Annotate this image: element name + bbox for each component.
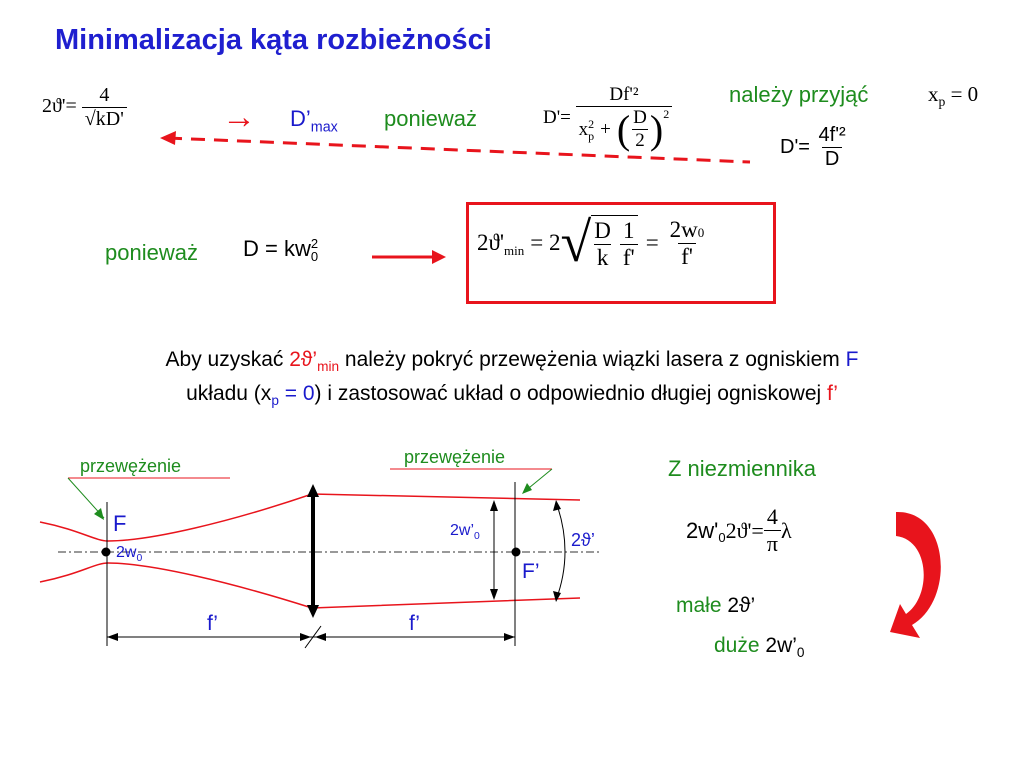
focus-point-f — [102, 548, 111, 557]
waist-label-left: przewężenie — [80, 456, 182, 476]
invariant-heading: Z niezmiennika — [668, 456, 816, 481]
dashed-link-arrowhead-icon — [160, 131, 176, 145]
small-divergence-note: małe 2ϑ’ — [676, 594, 756, 617]
explanation-line-1: Aby uzyskać $2ϑ’_{min}$ należy pokryć przewężenia wiązki lasera z ogniskiem F — [165, 348, 859, 375]
eq1-denominator: √kD' — [82, 107, 127, 131]
equation-d-kw: D = kw 2 0 — [243, 236, 319, 265]
large-waist-note: duże $2w’_0$ — [714, 634, 805, 661]
waist-width-label-left: $2w_0$ — [116, 544, 143, 565]
implies-arrow-icon: → — [222, 98, 256, 136]
eq1-numerator: 4 — [99, 84, 110, 106]
because-label-1: ponieważ — [384, 106, 477, 131]
assume-label: należy przyjąć — [729, 82, 869, 107]
focus-label-f-prime: F’ — [522, 560, 540, 583]
divergence-angle-arc — [556, 502, 565, 600]
equation-d-prime-simplified: D'= $\frac{\text{4f'²}}{D}$ — [780, 124, 846, 170]
invariant-equation: 2w' 0 2ϑ'= $\frac{4}{\pi}$ λ — [686, 504, 792, 556]
focus-point-f-prime — [512, 548, 521, 557]
lens-bottom-arrow-icon — [307, 605, 319, 618]
explanation-line-2: układu $(x_p = 0)$ i zastosować układ o odpowiednio długiej ogniskowej f’ — [186, 382, 838, 409]
lens-top-arrow-icon — [307, 484, 319, 497]
dashed-link-line — [168, 138, 750, 162]
divergence-label: 2ϑ’ — [571, 530, 595, 550]
link-arrowhead-icon — [432, 250, 446, 264]
beam-lower-edge — [40, 563, 580, 608]
boxed-equation: 2ϑ' min = 2 √ $\frac{D}{k}$ $\frac{1}{f'}$ = $\frac{2w0}{f'}$ — [477, 212, 705, 274]
focus-label-f: F — [113, 511, 127, 536]
because-label-2: ponieważ — [105, 240, 198, 265]
focal-length-label-right: f’ — [409, 612, 420, 635]
assume-expression: $x_p = 0$ — [928, 82, 979, 110]
focal-length-label-left: f’ — [207, 612, 218, 635]
eq1-lhs: 2ϑ'= — [42, 95, 77, 118]
waist-width-label-right: $2w’_0$ — [450, 522, 480, 543]
waist-label-right: przewężenie — [404, 447, 506, 467]
d-max-label: $D’_{max}$ — [290, 106, 338, 136]
page-title: Minimalizacja kąta rozbieżności — [55, 24, 492, 56]
curved-arrow-icon — [890, 512, 941, 638]
equation-d-prime: D'= Df'² x 2 p + ( $\frac{D}{2}$ ) 2 — [543, 84, 672, 152]
